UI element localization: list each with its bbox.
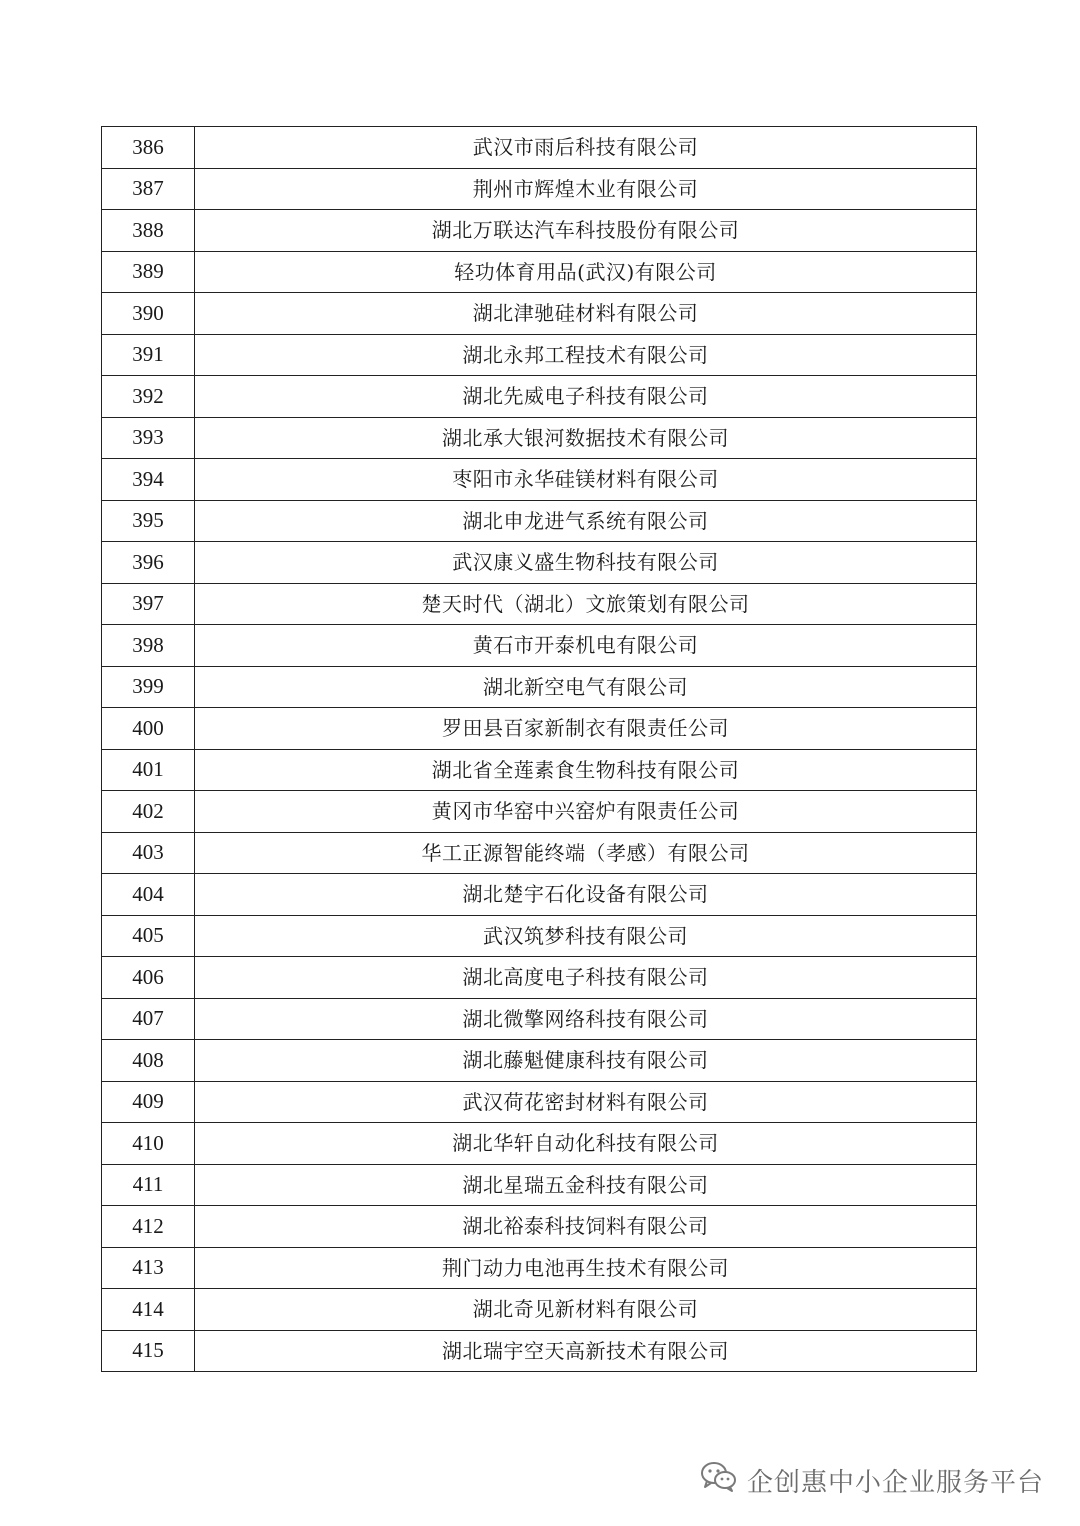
row-number: 399 — [102, 666, 195, 708]
company-list-body — [102, 127, 977, 1372]
company-name: 湖北华轩自动化科技有限公司 — [195, 1123, 977, 1165]
table-row — [102, 708, 977, 750]
row-number: 394 — [102, 459, 195, 501]
table-row — [102, 542, 977, 584]
company-name: 湖北裕泰科技饲料有限公司 — [195, 1206, 977, 1248]
row-number: 401 — [102, 749, 195, 791]
row-number: 406 — [102, 957, 195, 999]
company-name: 武汉荷花密封材料有限公司 — [195, 1081, 977, 1123]
company-name: 武汉康义盛生物科技有限公司 — [195, 542, 977, 584]
table-row — [102, 376, 977, 418]
table-row — [102, 210, 977, 252]
row-number: 410 — [102, 1123, 195, 1165]
watermark-text: 企创惠中小企业服务平台 — [746, 1467, 1044, 1498]
row-number: 396 — [102, 542, 195, 584]
company-name: 湖北承大银河数据技术有限公司 — [195, 417, 977, 459]
table-row — [102, 500, 977, 542]
table-row — [102, 874, 977, 916]
company-name: 湖北永邦工程技术有限公司 — [195, 334, 977, 376]
table-row — [102, 1123, 977, 1165]
table-row — [102, 293, 977, 335]
table-row — [102, 417, 977, 459]
row-number: 408 — [102, 1040, 195, 1082]
table-row — [102, 666, 977, 708]
row-number: 398 — [102, 625, 195, 667]
row-number: 405 — [102, 915, 195, 957]
company-name: 湖北津驰硅材料有限公司 — [195, 293, 977, 335]
company-name: 湖北藤魁健康科技有限公司 — [195, 1040, 977, 1082]
table-row — [102, 832, 977, 874]
watermark — [699, 1460, 1044, 1500]
table-row — [102, 1247, 977, 1289]
wechat-icon — [699, 1460, 739, 1501]
table-row — [102, 1289, 977, 1331]
table-row — [102, 251, 977, 293]
company-name: 湖北奇见新材料有限公司 — [195, 1289, 977, 1331]
company-name: 湖北瑞宇空天高新技术有限公司 — [195, 1330, 977, 1372]
table-row — [102, 583, 977, 625]
table-row — [102, 749, 977, 791]
row-number: 389 — [102, 251, 195, 293]
company-name: 荆州市辉煌木业有限公司 — [195, 168, 977, 210]
company-name: 楚天时代（湖北）文旅策划有限公司 — [195, 583, 977, 625]
company-name: 荆门动力电池再生技术有限公司 — [195, 1247, 977, 1289]
row-number: 390 — [102, 293, 195, 335]
row-number: 404 — [102, 874, 195, 916]
row-number: 415 — [102, 1330, 195, 1372]
table-row — [102, 1330, 977, 1372]
row-number: 402 — [102, 791, 195, 833]
table-row — [102, 1164, 977, 1206]
table-row — [102, 459, 977, 501]
company-name: 湖北新空电气有限公司 — [195, 666, 977, 708]
table-row — [102, 915, 977, 957]
company-name: 湖北申龙进气系统有限公司 — [195, 500, 977, 542]
row-number: 388 — [102, 210, 195, 252]
row-number: 411 — [102, 1164, 195, 1206]
row-number: 414 — [102, 1289, 195, 1331]
table-row — [102, 625, 977, 667]
company-name: 湖北楚宇石化设备有限公司 — [195, 874, 977, 916]
table-row — [102, 168, 977, 210]
company-name: 黄冈市华窑中兴窑炉有限责任公司 — [195, 791, 977, 833]
table-row — [102, 334, 977, 376]
company-name: 湖北万联达汽车科技股份有限公司 — [195, 210, 977, 252]
company-name: 武汉市雨后科技有限公司 — [195, 127, 977, 169]
row-number: 392 — [102, 376, 195, 418]
row-number: 387 — [102, 168, 195, 210]
table-row — [102, 127, 977, 169]
table-row — [102, 957, 977, 999]
table-row — [102, 1040, 977, 1082]
row-number: 413 — [102, 1247, 195, 1289]
row-number: 412 — [102, 1206, 195, 1248]
company-name: 湖北高度电子科技有限公司 — [195, 957, 977, 999]
row-number: 391 — [102, 334, 195, 376]
company-list-table — [101, 126, 977, 1372]
row-number: 400 — [102, 708, 195, 750]
table-row — [102, 1206, 977, 1248]
company-name: 湖北微擎网络科技有限公司 — [195, 998, 977, 1040]
row-number: 386 — [102, 127, 195, 169]
company-name: 武汉筑梦科技有限公司 — [195, 915, 977, 957]
row-number: 393 — [102, 417, 195, 459]
company-name: 华工正源智能终端（孝感）有限公司 — [195, 832, 977, 874]
row-number: 395 — [102, 500, 195, 542]
company-name: 黄石市开泰机电有限公司 — [195, 625, 977, 667]
company-name: 湖北先威电子科技有限公司 — [195, 376, 977, 418]
company-name: 轻功体育用品(武汉)有限公司 — [195, 251, 977, 293]
row-number: 403 — [102, 832, 195, 874]
company-name: 湖北星瑞五金科技有限公司 — [195, 1164, 977, 1206]
table-row — [102, 998, 977, 1040]
row-number: 407 — [102, 998, 195, 1040]
company-name: 湖北省全莲素食生物科技有限公司 — [195, 749, 977, 791]
row-number: 397 — [102, 583, 195, 625]
company-name: 枣阳市永华硅镁材料有限公司 — [195, 459, 977, 501]
row-number: 409 — [102, 1081, 195, 1123]
table-row — [102, 1081, 977, 1123]
company-name: 罗田县百家新制衣有限责任公司 — [195, 708, 977, 750]
table-row — [102, 791, 977, 833]
